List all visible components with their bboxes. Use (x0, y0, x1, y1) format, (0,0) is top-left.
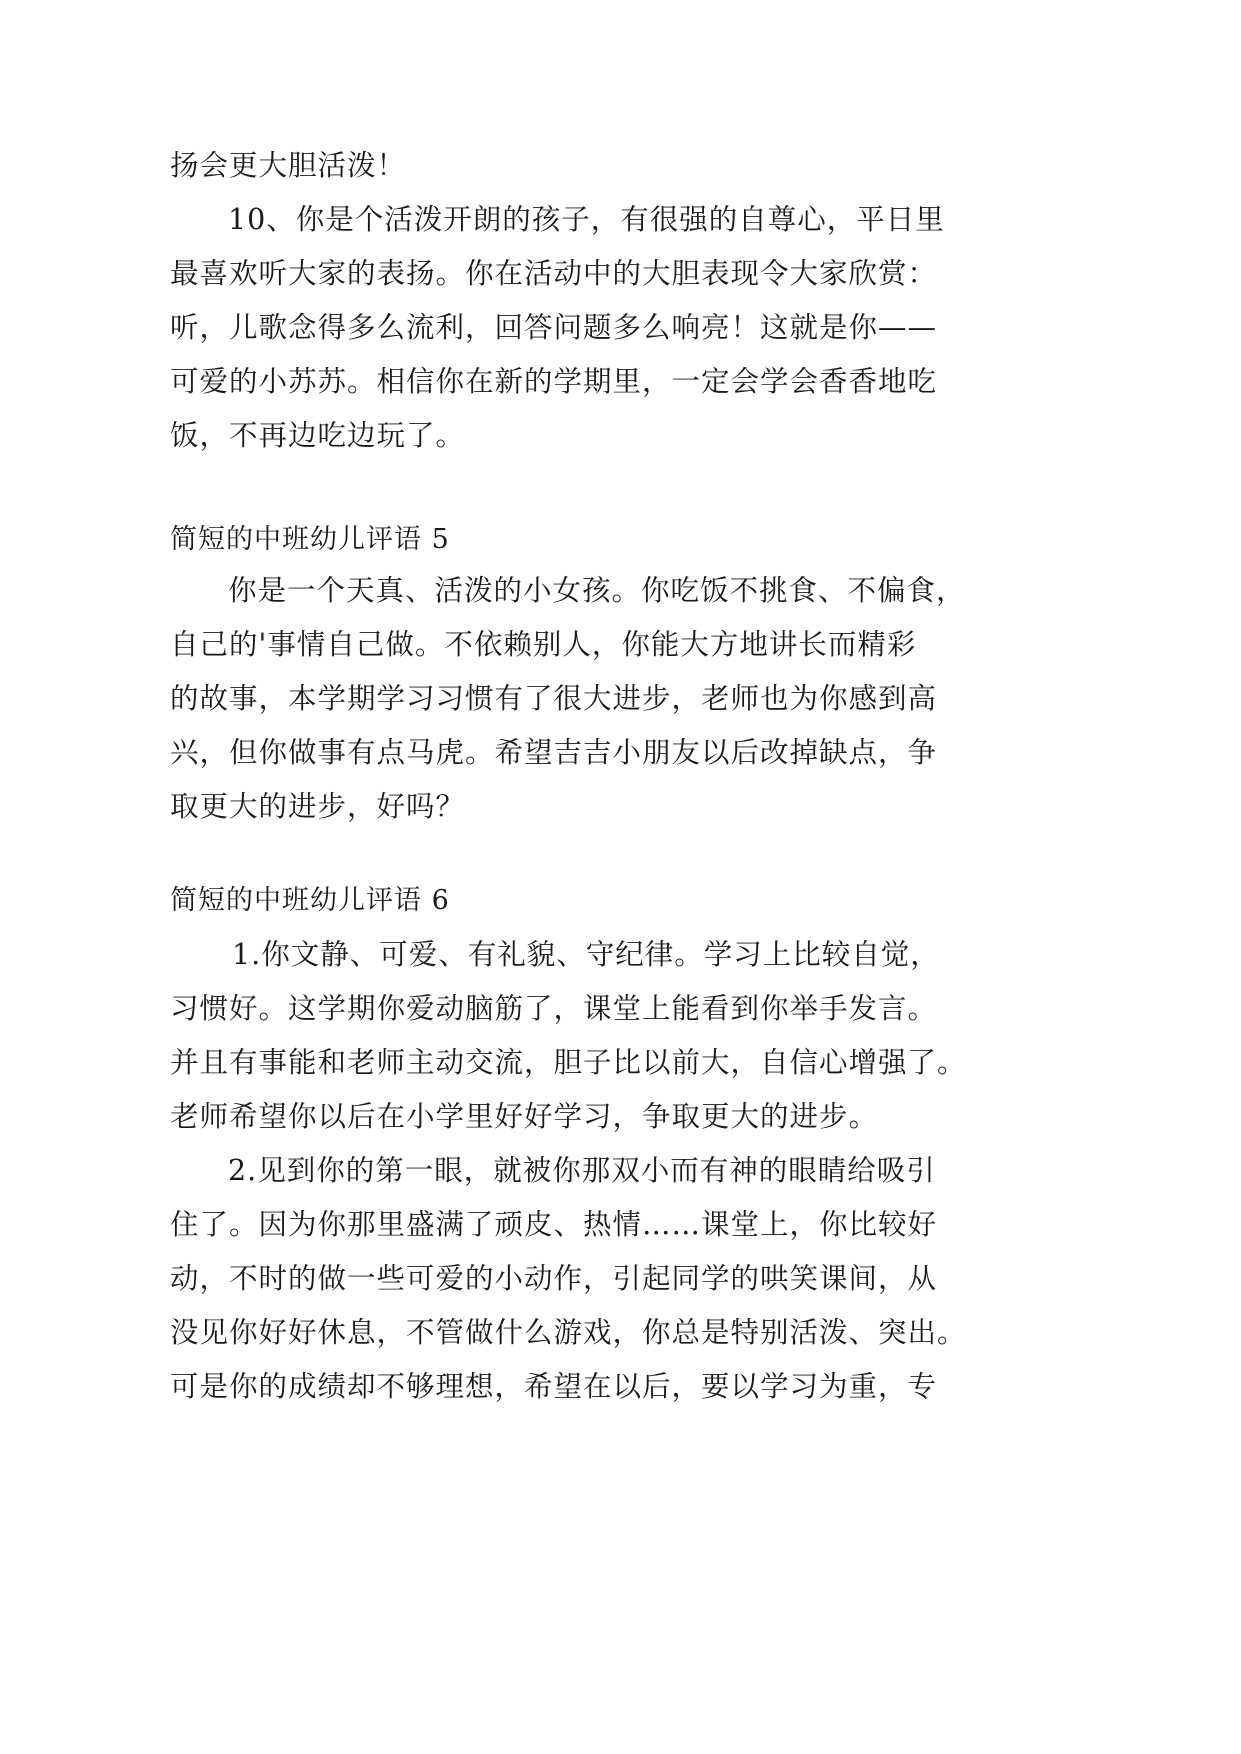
text-line: 扬会更大胆活泼！ (170, 149, 407, 182)
paragraph-5-line: 兴，但你做事有点马虎。希望吉吉小朋友以后改掉缺点，争 (170, 736, 938, 769)
paragraph-10-line: 10、你是个活泼开朗的孩子，有很强的自尊心，平日里 (228, 203, 945, 236)
item-2-line: 动，不时的做一些可爱的小动作，引起同学的哄笑课间，从 (170, 1262, 938, 1295)
item-1-line: 1.你文静、可爱、有礼貌、守纪律。学习上比较自觉， (232, 938, 940, 971)
paragraph-5-line: 的故事，本学期学习习惯有了很大进步，老师也为你感到高 (170, 682, 938, 715)
paragraph-10-line: 最喜欢听大家的表扬。你在活动中的大胆表现令大家欣赏： (170, 257, 938, 290)
section-heading-5: 简短的中班幼儿评语 5 (170, 524, 450, 555)
paragraph-5-line: 自己的'事情自己做。不依赖别人，你能大方地讲长而精彩 (170, 628, 917, 661)
section-heading-6: 简短的中班幼儿评语 6 (170, 885, 450, 916)
paragraph-5-line: 你是一个天真、活泼的小女孩。你吃饭不挑食、不偏食， (228, 574, 966, 607)
item-2-line: 没见你好好休息，不管做什么游戏，你总是特别活泼、突出。 (170, 1316, 967, 1349)
item-1-line: 老师希望你以后在小学里好好学习，争取更大的进步。 (170, 1100, 879, 1133)
item-2-line: 2.见到你的第一眼，就被你那双小而有神的眼睛给吸引 (228, 1154, 936, 1187)
item-2-line: 可是你的成绩却不够理想，希望在以后，要以学习为重，专 (170, 1370, 938, 1403)
item-1-line: 习惯好。这学期你爱动脑筋了，课堂上能看到你举手发言。 (170, 992, 938, 1025)
paragraph-10-line: 可爱的小苏苏。相信你在新的学期里，一定会学会香香地吃 (170, 365, 938, 398)
paragraph-10-line: 听，儿歌念得多么流利，回答问题多么响亮！这就是你—— (170, 311, 938, 344)
item-1-line: 并且有事能和老师主动交流，胆子比以前大，自信心增强了。 (170, 1046, 967, 1079)
item-2-line: 住了。因为你那里盛满了顽皮、热情……课堂上，你比较好 (170, 1208, 938, 1241)
paragraph-5-line: 取更大的进步，好吗？ (170, 790, 466, 823)
paragraph-10-line: 饭，不再边吃边玩了。 (170, 419, 466, 452)
